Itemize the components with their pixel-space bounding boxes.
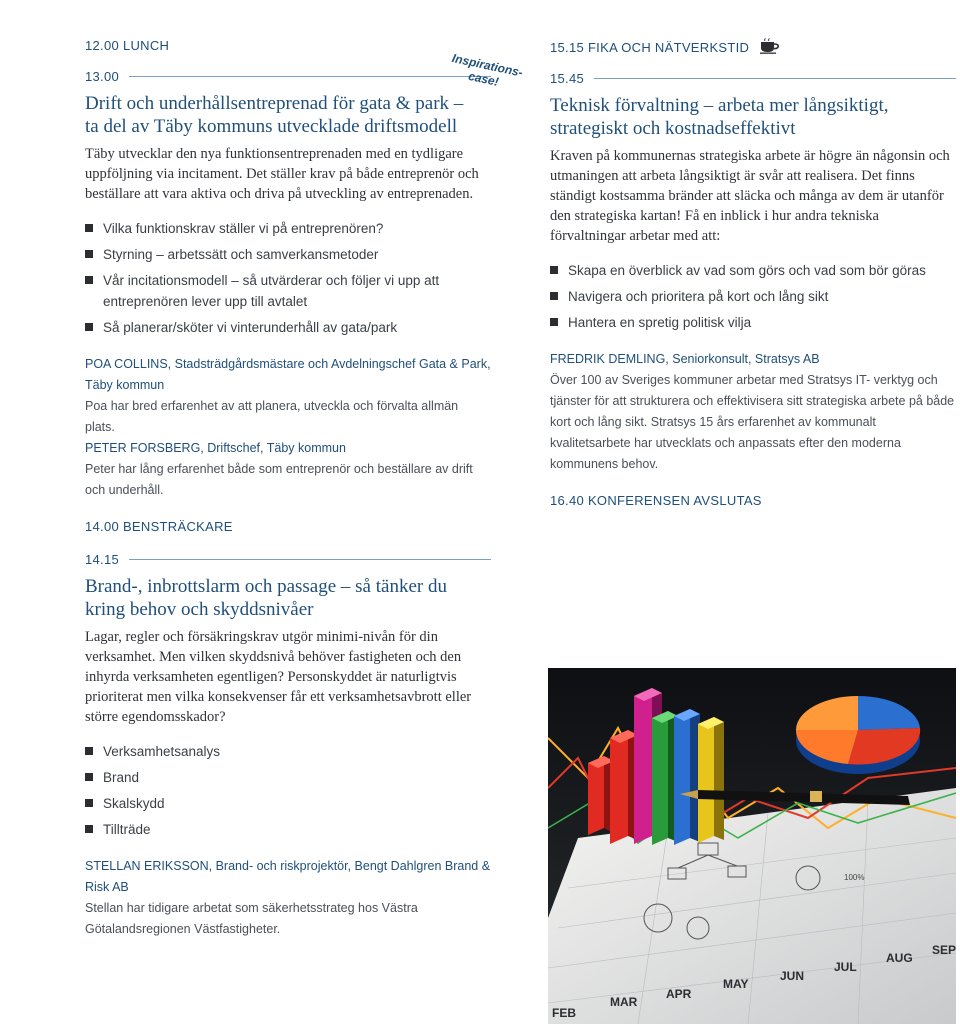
session2-lead: Lagar, regler och försäkringskrav utgör minimi-nivån för din verksamhet. Men vilken skyddsnivå behöver fastigheten och den inhyrda verksamheten egentligen? Personskyddet är naturligtvis prioriterat men vilka konsekvenser får ett verksamhetsavbrott eller större egendomsskador? bbox=[85, 629, 472, 725]
session1-time-line bbox=[85, 69, 491, 84]
speaker-bio: Poa har bred erfarenhet av att planera, utveckla och förvalta allmän plats. bbox=[85, 399, 459, 434]
svg-text:MAY: MAY bbox=[723, 977, 749, 991]
bullet-square-icon bbox=[85, 799, 93, 807]
pie-label: 100% bbox=[844, 873, 865, 882]
break-time: 14.00 BENSTRÄCKARE bbox=[85, 519, 233, 534]
session3-time-line bbox=[550, 71, 956, 86]
session1-lead: Täby utvecklar den nya funktionsentreprenaden med en tydligare uppföljning via incitament. Det ställer krav på både entreprenör och beställare att vara aktiva och driva på utveckling av entreprenaden. bbox=[85, 146, 479, 202]
bullet-square-icon bbox=[85, 825, 93, 833]
bullet-square-icon bbox=[550, 292, 558, 300]
svg-text:SEP: SEP bbox=[932, 943, 956, 957]
list-item: Skapa en överblick av vad som görs och vad som bör göras bbox=[550, 260, 956, 281]
lunch-time: 12.00 LUNCH bbox=[85, 38, 170, 53]
left-column bbox=[85, 38, 491, 940]
pie-chart-3d bbox=[796, 696, 920, 774]
svg-text:JUN: JUN bbox=[780, 969, 805, 983]
session2-time-line bbox=[85, 552, 491, 567]
svg-text:APR: APR bbox=[666, 987, 692, 1001]
photo-illustration bbox=[548, 668, 956, 1024]
bullet-square-icon bbox=[85, 747, 93, 755]
bullet-square-icon bbox=[85, 276, 93, 284]
session3-bullets bbox=[550, 260, 956, 333]
session3-lead: Kraven på kommunernas strategiska arbete är högre än någonsin och utmaningen att arbeta långsiktigt är svår att realisera. Det finns ständigt kostsamma bränder att släcka och många av dem är utanför den strategiska kartan! Få en inblick i hur andra tekniska förvaltningar arbetar med att: bbox=[550, 148, 950, 244]
right-column bbox=[550, 38, 956, 508]
session2-title: Brand-, inbrottslarm och passage – så tänker du kring behov och skyddsnivåer bbox=[85, 576, 447, 620]
session2-bullets bbox=[85, 741, 491, 840]
divider bbox=[129, 559, 491, 560]
bullet-square-icon bbox=[85, 323, 93, 331]
divider bbox=[594, 78, 956, 79]
list-item: Skalskydd bbox=[85, 793, 491, 814]
list-item: Verksamhetsanalys bbox=[85, 741, 491, 762]
list-item: Hantera en spretig politisk vilja bbox=[550, 312, 956, 333]
list-item: Så planerar/sköter vi vinterunderhåll av gata/park bbox=[85, 317, 491, 338]
speaker-bio: Stellan har tidigare arbetat som säkerhetsstrateg hos Västra Götalandsregionen Västfastigheter. bbox=[85, 901, 418, 936]
session1-title: Drift och underhållsentreprenad för gata & park – ta del av Täby kommuns utvecklade driftsmodell bbox=[85, 93, 464, 137]
business-chart-photo bbox=[548, 668, 956, 1024]
speaker-bio: Över 100 av Sveriges kommuner arbetar med Stratsys IT- verktyg och tjänster för att strukturera och effektivisera sitt strategiska arbete på både kort och lång sikt. Stratsys 15 års erfarenhet av kommunalt kvalitetsarbete har utvecklats och anpassats efter den moderna kommunens behov. bbox=[550, 373, 955, 471]
speaker-name: POA COLLINS, Stadsträdgårdsmästare och Avdelningschef Gata & Park, Täby kommun bbox=[85, 357, 491, 392]
speaker-bio: Peter har lång erfarenhet både som entreprenör och beställare av drift och underhåll. bbox=[85, 462, 473, 497]
coffee-cup-icon bbox=[759, 38, 781, 54]
bullet-square-icon bbox=[85, 224, 93, 232]
list-item: Vilka funktionskrav ställer vi på entreprenören? bbox=[85, 218, 491, 239]
session2-time: 14.15 bbox=[85, 552, 120, 567]
session1-bullets bbox=[85, 218, 491, 338]
bullet-square-icon bbox=[85, 250, 93, 258]
session3-title: Teknisk förvaltning – arbeta mer långsiktigt, strategiskt och kostnadseffektivt bbox=[550, 95, 889, 139]
speaker-name: FREDRIK DEMLING, Seniorkonsult, Stratsys AB bbox=[550, 352, 820, 366]
session3-time: 15.45 bbox=[550, 71, 585, 86]
divider bbox=[129, 76, 491, 77]
inspiration-case-badge: Inspirations-case! bbox=[450, 51, 525, 89]
bullet-square-icon bbox=[85, 773, 93, 781]
session1-time: 13.00 bbox=[85, 69, 120, 84]
list-item: Styrning – arbetssätt och samverkansmetoder bbox=[85, 244, 491, 265]
svg-text:FEB: FEB bbox=[552, 1006, 576, 1020]
svg-text:AUG: AUG bbox=[886, 951, 913, 965]
list-item: Vår incitationsmodell – så utvärderar och följer vi upp att entreprenören lever upp till avtalet bbox=[85, 270, 491, 312]
speaker-name: PETER FORSBERG, Driftschef, Täby kommun bbox=[85, 441, 346, 455]
svg-text:MAR: MAR bbox=[610, 995, 638, 1009]
list-item: Navigera och prioritera på kort och lång sikt bbox=[550, 286, 956, 307]
list-item: Tillträde bbox=[85, 819, 491, 840]
list-item: Brand bbox=[85, 767, 491, 788]
end-time: 16.40 KONFERENSEN AVSLUTAS bbox=[550, 493, 762, 508]
bullet-square-icon bbox=[550, 318, 558, 326]
speaker-name: STELLAN ERIKSSON, Brand- och riskprojektör, Bengt Dahlgren Brand & Risk AB bbox=[85, 859, 491, 894]
svg-text:JUL: JUL bbox=[834, 960, 857, 974]
bullet-square-icon bbox=[550, 266, 558, 274]
fika-time: 15.15 FIKA OCH NÄTVERKSTID bbox=[550, 38, 956, 55]
